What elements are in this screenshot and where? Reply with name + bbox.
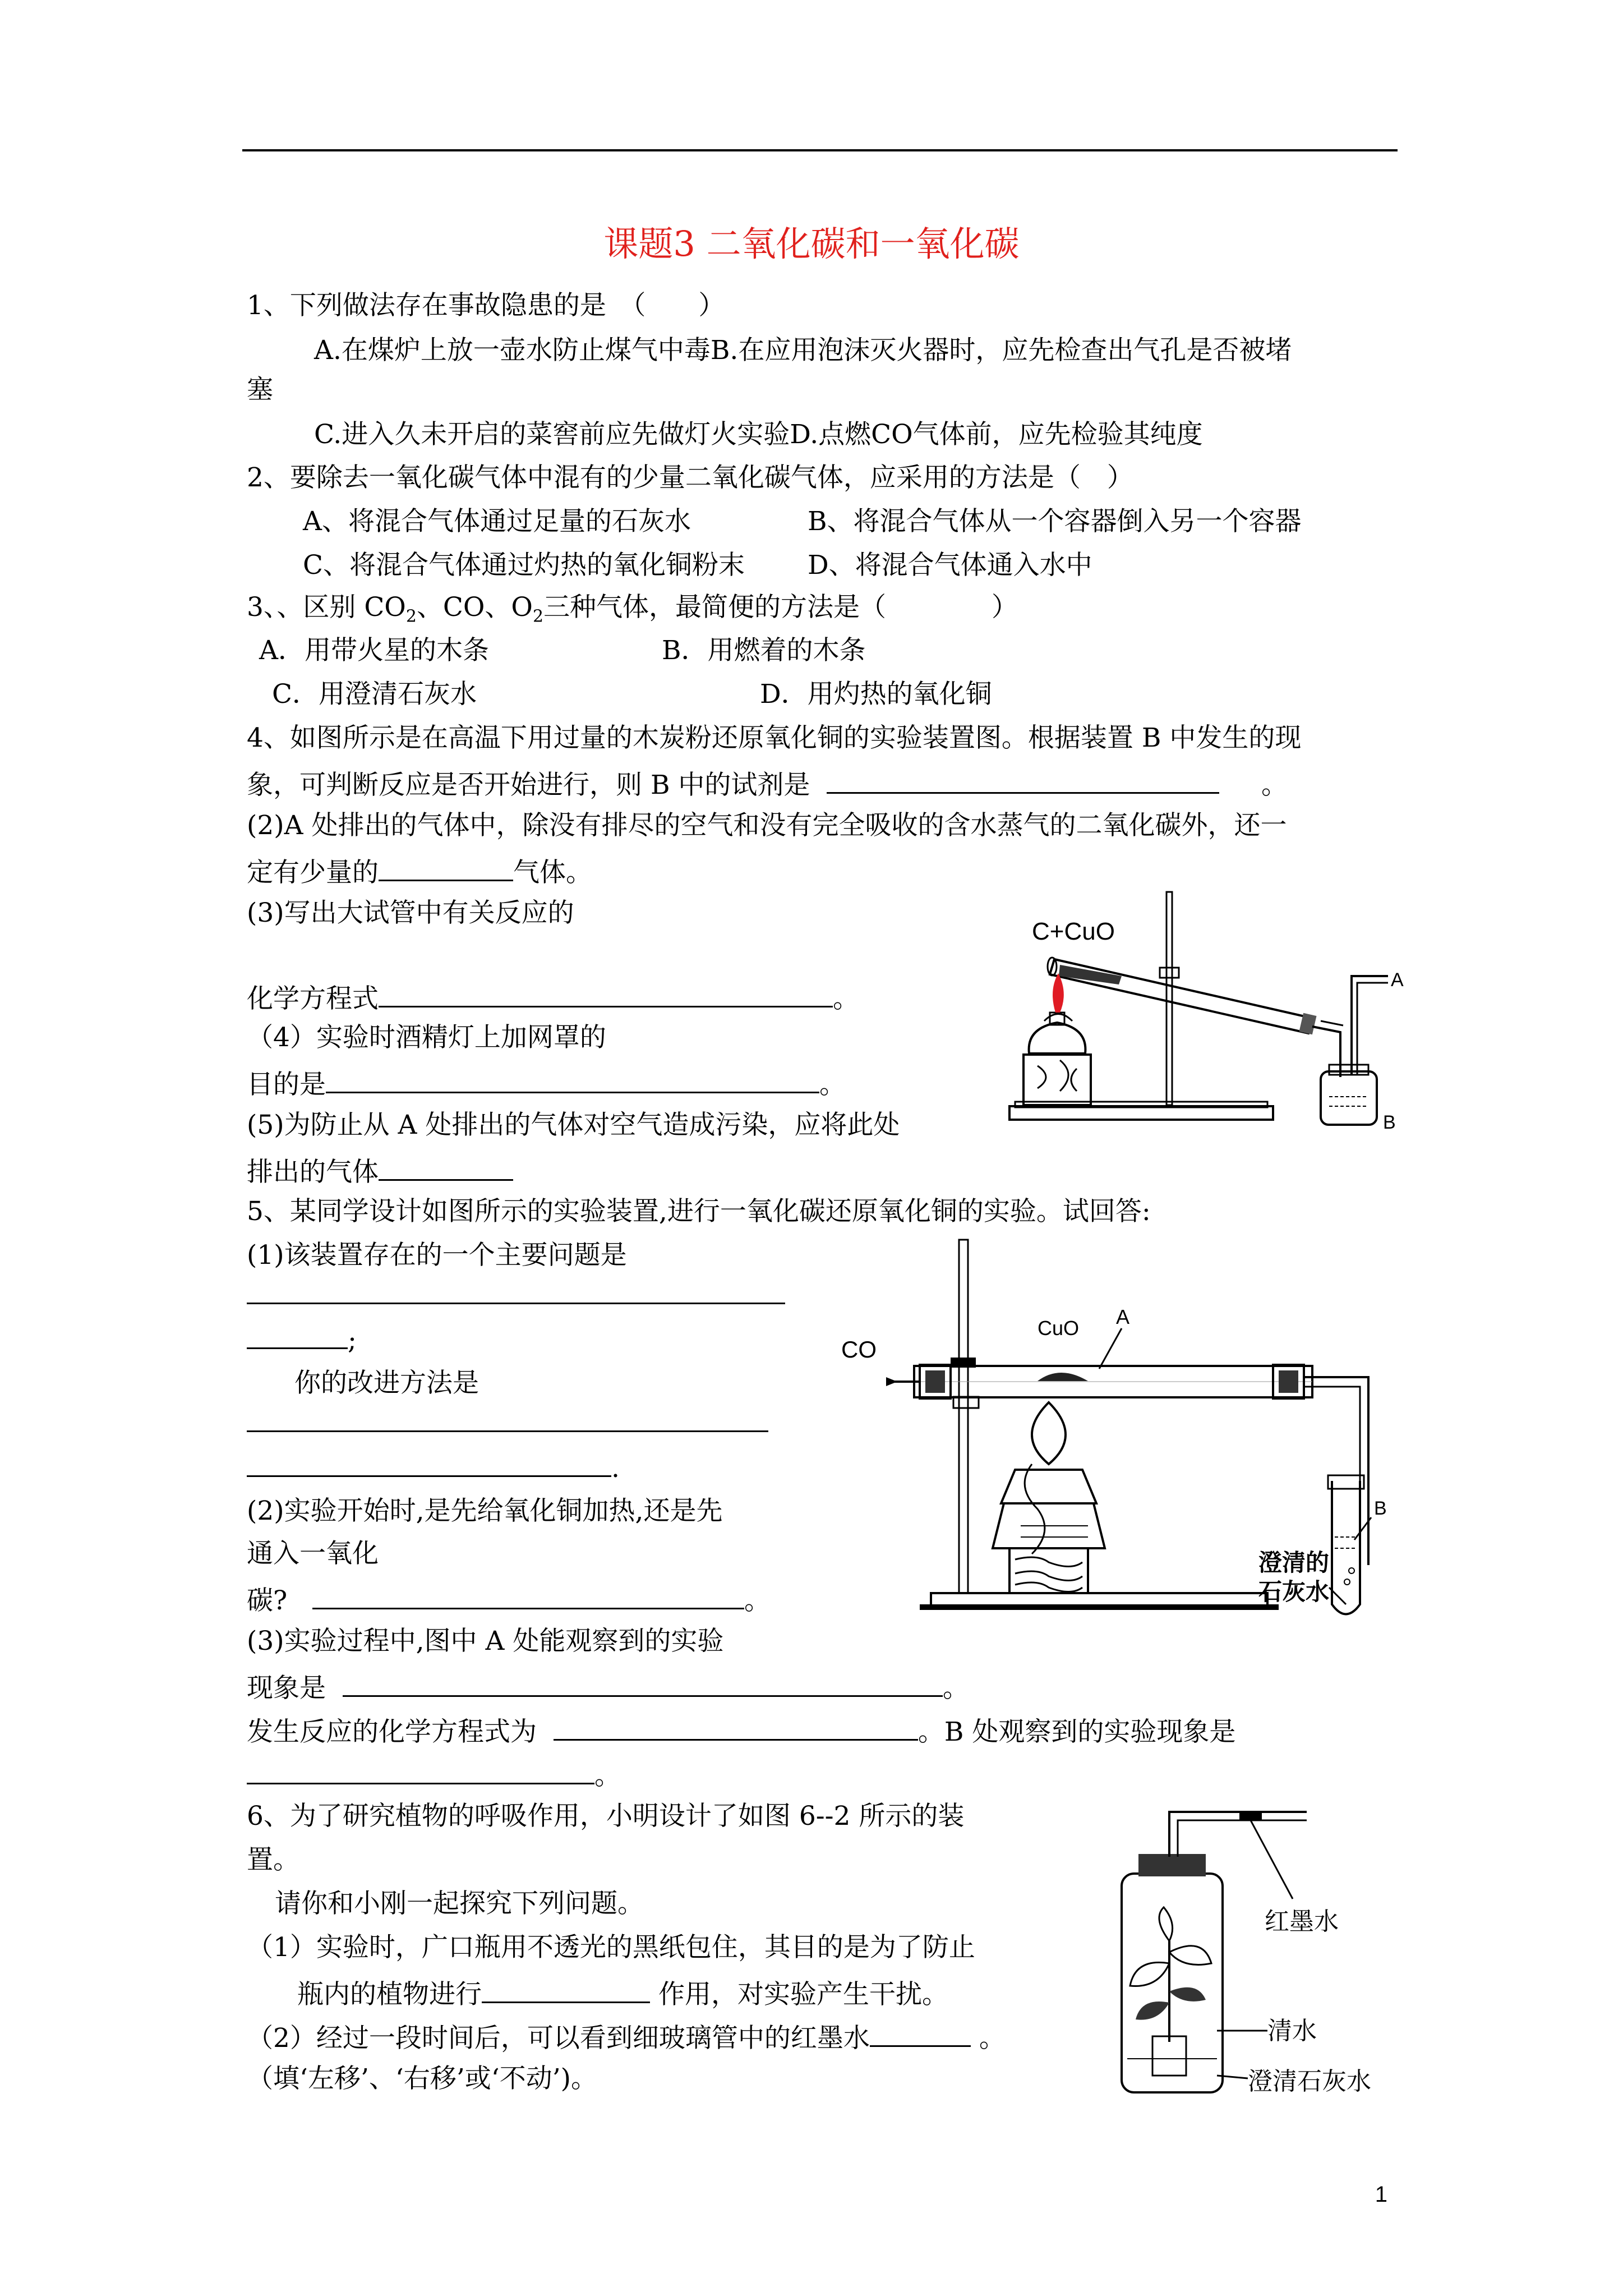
q2-option-b: B、将混合气体从一个容器倒入另一个容器 [808, 506, 1302, 537]
q3-option-c: C．用澄清石灰水 [272, 679, 477, 710]
q4-blank-2[interactable] [379, 853, 513, 881]
q5-blank-6[interactable] [247, 1756, 594, 1784]
q5-blank-4[interactable] [343, 1668, 943, 1697]
q5-fig-lime-label-1: 澄清的 [1258, 1549, 1329, 1576]
page-title: 课题3 二氧化碳和一氧化碳 [603, 223, 1020, 264]
q4-line-5: (3)写出大试管中有关反应的 [247, 898, 574, 928]
q5-line-7: . [247, 1448, 620, 1485]
page-number: 1 [1375, 2182, 1387, 2207]
q5-apparatus-figure [836, 1234, 1396, 1616]
q5-fig-cuo-label: CuO [1038, 1317, 1080, 1340]
q6-line-6: （2）经过一段时间后，可以看到细玻璃管中的红墨水 。 [247, 2018, 1006, 2055]
q6-line-4: （1）实验时，广口瓶用不透光的黑纸包住，其目的是为了防止 [247, 1932, 975, 1963]
q4-line-10: 排出的气体 [247, 1152, 513, 1189]
q4-blank-1[interactable] [827, 765, 1219, 794]
q5-line-5: 你的改进方法是 [294, 1368, 479, 1398]
q2-option-c: C、将混合气体通过灼热的氧化铜粉末 [303, 550, 745, 581]
q5-line-13: 发生反应的化学方程式为 。B 处观察到的实验现象是 [247, 1712, 1235, 1749]
q5-line-9: 通入一氧化 [247, 1538, 379, 1569]
q5-fig-a-label: A [1116, 1305, 1130, 1328]
q4-fig-label-a: A [1391, 969, 1404, 991]
q6-blank-1[interactable] [482, 1975, 650, 2003]
q5-line-11: (3)实验过程中,图中 A 处能观察到的实验 [247, 1626, 724, 1657]
q5-fig-co-label: CO [841, 1336, 877, 1363]
q4-fig-label-top: C+CuO [1032, 918, 1115, 945]
q3-option-b: B．用燃着的木条 [662, 635, 866, 666]
q1-stem: 1、下列做法存在事故隐患的是 （ ） [247, 290, 725, 321]
q4-line-3: (2)A 处排出的气体中，除没有排尽的空气和没有完全吸收的含水蒸气的二氧化碳外，还一 [247, 810, 1287, 841]
q5-fig-lime-label-2: 石灰水 [1258, 1579, 1329, 1605]
q5-blank-2b[interactable] [247, 1448, 611, 1477]
q6-apparatus-figure [1099, 1795, 1391, 2115]
q2-stem: 2、要除去一氧化碳气体中混有的少量二氧化碳气体，应采用的方法是（ ） [247, 462, 1133, 493]
q5-line-4: ; [247, 1320, 357, 1358]
q4-fig-label-b: B [1383, 1112, 1396, 1133]
q4-line-2: 象，可判断反应是否开始进行，则 B 中的试剂是 。 [247, 765, 1288, 802]
q5-line-1: 5、某同学设计如图所示的实验装置,进行一氧化碳还原氧化铜的实验。试回答: [247, 1196, 1151, 1227]
q4-line-8: 目的是 。 [247, 1065, 846, 1102]
q4-line-7: （4）实验时酒精灯上加网罩的 [247, 1022, 606, 1053]
q6-blank-2[interactable] [870, 2018, 971, 2047]
q1-options-ab-cont: 塞 [247, 374, 273, 405]
q6-fig-lime-label: 澄清石灰水 [1248, 2068, 1371, 2095]
q4-apparatus-figure [998, 886, 1402, 1133]
q4-blank-3[interactable] [379, 979, 833, 1007]
q6-line-7: （填‘左移’、‘右移’或‘不动’)。 [247, 2063, 597, 2094]
q1-options-cd: C.进入久未开启的菜窖前应先做灯火实验D.点燃CO气体前，应先检验其纯度 [314, 419, 1203, 450]
q4-line-1: 4、如图所示是在高温下用过量的木炭粉还原氧化铜的实验装置图。根据装置 B 中发生的现 [247, 723, 1302, 753]
q6-line-1: 6、为了研究植物的呼吸作用，小明设计了如图 6--2 所示的装 [247, 1801, 965, 1832]
q5-blank-3[interactable] [312, 1581, 744, 1609]
q5-line-3 [247, 1276, 785, 1313]
q4-line-4: 定有少量的 气体。 [247, 853, 592, 890]
q5-line-10: 碳? 。 [247, 1581, 771, 1618]
q5-line-14: 。 [247, 1756, 621, 1793]
q4-line-6: 化学方程式 。 [247, 979, 859, 1016]
q5-blank-2a[interactable] [247, 1404, 768, 1432]
q4-blank-5[interactable] [379, 1152, 513, 1181]
q5-blank-1a[interactable] [247, 1276, 785, 1304]
q3-option-a: A．用带火星的木条 [259, 635, 489, 666]
q5-blank-5[interactable] [554, 1712, 918, 1741]
q6-fig-water-label: 清水 [1267, 2017, 1317, 2045]
q5-line-8: (2)实验开始时,是先给氧化铜加热,还是先 [247, 1496, 723, 1526]
q3-option-d: D．用灼热的氧化铜 [760, 679, 992, 710]
q6-line-3: 请你和小刚一起探究下列问题。 [275, 1888, 644, 1919]
q5-line-12: 现象是 。 [247, 1668, 969, 1705]
q6-fig-red-ink-label: 红墨水 [1265, 1908, 1339, 1935]
q4-line-9: (5)为防止从 A 处排出的气体对空气造成污染，应将此处 [247, 1110, 900, 1140]
q5-fig-b-label: B [1374, 1498, 1387, 1519]
q1-options-ab: A.在煤炉上放一壶水防止煤气中毒B.在应用泡沫灭火器时，应先检查出气孔是否被堵 [314, 335, 1292, 366]
q3-stem: 3、、区别 $CO_2$、CO、$O_2$三种气体，最简便的方法是（ ） [247, 592, 1018, 627]
q5-line-6 [247, 1404, 768, 1441]
q6-line-5: 瓶内的植物进行 作用，对实验产生干扰。 [297, 1975, 948, 2012]
q6-line-2: 置。 [247, 1844, 299, 1875]
q5-line-2: (1)该装置存在的一个主要问题是 [247, 1240, 627, 1271]
q4-blank-4[interactable] [326, 1065, 819, 1093]
q2-option-d: D、将混合气体通入水中 [808, 550, 1092, 581]
header-rule [242, 149, 1398, 151]
q5-blank-1b[interactable] [247, 1320, 348, 1349]
q2-option-a: A、将混合气体通过足量的石灰水 [303, 506, 691, 537]
